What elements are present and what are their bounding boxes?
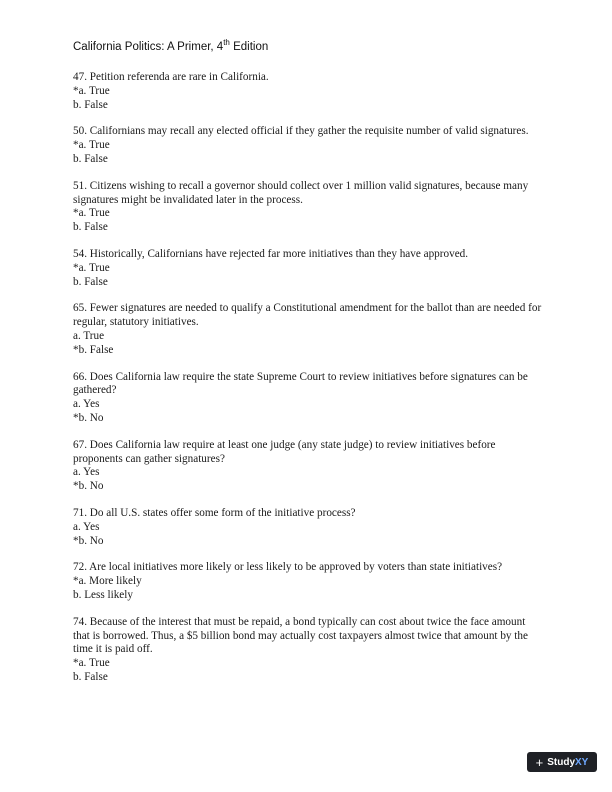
question-item — [73, 371, 543, 426]
answer-option: b. False — [73, 275, 108, 288]
question-item — [73, 71, 543, 112]
question-item — [73, 302, 543, 357]
correct-answer-option: * b. No — [73, 412, 543, 426]
badge-label: StudyXY — [547, 756, 589, 768]
answer-option: a. Yes — [73, 398, 100, 411]
correct-answer-option: * b. No — [73, 480, 543, 494]
question-text: 71. Do all U.S. states offer some form of the initiative process? — [73, 506, 356, 519]
question-list — [73, 71, 543, 698]
question-item — [73, 561, 543, 602]
answer-option: a. Yes — [73, 466, 100, 479]
header-superscript: th — [223, 38, 230, 47]
question-text: 47. Petition referenda are rare in California. — [73, 71, 269, 83]
header-title: California Politics: A Primer, 4 — [73, 40, 224, 53]
answer-option: b. False — [73, 98, 108, 111]
page-header — [73, 38, 268, 53]
question-item — [73, 507, 543, 548]
correct-answer-option: * a. True — [73, 85, 543, 99]
correct-answer-option: * b. No — [73, 535, 543, 549]
answer-option: b. False — [73, 152, 108, 165]
question-text: 74. Because of the interest that must be repaid, a bond typically can cost about twice the face amount that is borrowed. Thus, a $5 billion bond may actually cost taxpayers almost twice that amount by the time it is paid off. — [73, 615, 528, 656]
question-text: 66. Does California law require the state Supreme Court to review initiatives before signatures can be gathered? — [73, 370, 528, 397]
question-text: 51. Citizens wishing to recall a governor should collect over 1 million valid signatures, because many signatures might be invalidated later in the process. — [73, 179, 529, 206]
question-item — [73, 248, 543, 289]
question-text: 54. Historically, Californians have rejected far more initiatives than they have approved. — [73, 247, 469, 260]
question-text: 50. Californians may recall any elected official if they gather the requisite number of valid signatures. — [73, 125, 529, 138]
question-text: 67. Does California law require at least one judge (any state judge) to review initiatives before proponents can gather signatures? — [73, 438, 496, 465]
answer-option: b. False — [73, 221, 108, 234]
question-item — [73, 180, 543, 235]
studyxy-badge[interactable] — [527, 752, 597, 772]
answer-option: b. False — [73, 670, 108, 683]
correct-answer-option: * a. True — [73, 139, 543, 153]
question-item — [73, 125, 543, 166]
question-item — [73, 616, 543, 685]
correct-answer-option: * a. True — [73, 207, 543, 221]
correct-answer-option: * a. True — [73, 657, 543, 671]
question-item — [73, 439, 543, 494]
correct-answer-option: * a. More likely — [73, 575, 543, 589]
correct-answer-option: * b. False — [73, 344, 543, 358]
question-text: 65. Fewer signatures are needed to qualify a Constitutional amendment for the ballot than are needed for regular, statutory initiatives. — [73, 302, 542, 329]
header-title-tail: Edition — [229, 40, 269, 53]
question-text: 72. Are local initiatives more likely or less likely to be approved by voters than state initiatives? — [73, 561, 503, 574]
plus-icon: + — [535, 754, 544, 770]
correct-answer-option: * a. True — [73, 262, 543, 276]
answer-option: a. True — [73, 329, 105, 342]
answer-option: b. Less likely — [73, 588, 133, 601]
answer-option: a. Yes — [73, 520, 100, 533]
